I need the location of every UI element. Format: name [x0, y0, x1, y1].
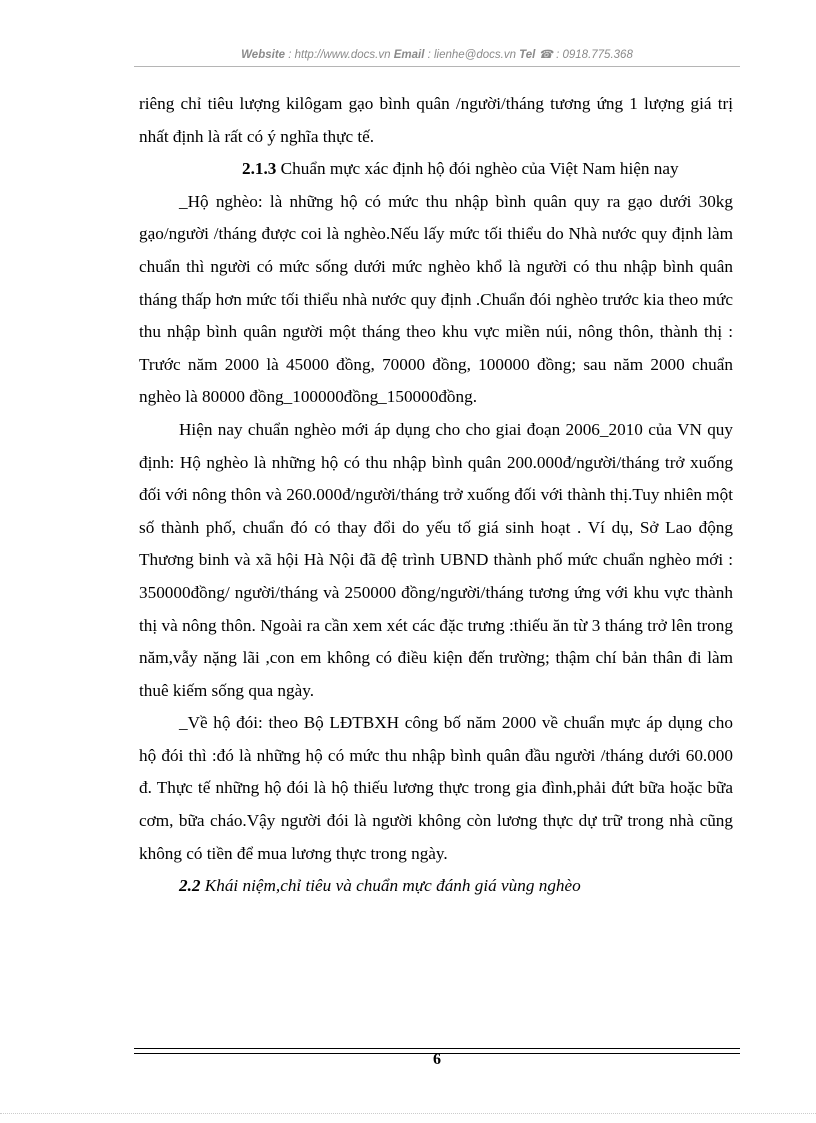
section-number: 2.1.3	[242, 159, 277, 179]
tel-label: Tel	[519, 49, 536, 61]
section-title: Chuẩn mực xác định hộ đói nghèo của Việt Nam hiện nay	[276, 159, 679, 179]
section-heading-2-2	[139, 870, 733, 903]
section-heading-2-1-3	[139, 153, 733, 186]
page-header	[134, 47, 740, 61]
section-number: 2.2	[179, 876, 201, 896]
footer-divider	[134, 1048, 740, 1049]
paragraph-ho-doi: _Về hộ đói: theo Bộ LĐTBXH công bố năm 2000 về chuẩn mực áp dụng cho hộ đói thì :đó là những hộ có mức thu nhập bình quân đầu người /tháng dưới 60.000 đ. Thực tế những hộ đói là hộ thiếu lương thực trong gia đình,phải đứt bữa hoặc bữa cơm, bữa cháo.Vậy người đói là người không còn lương thực dự trữ trong nhà cũng không có tiền để mua lương thực trong ngày.	[139, 713, 733, 863]
section-title: Khái niệm,chỉ tiêu và chuẩn mực đánh giá vùng nghèo	[200, 876, 581, 896]
paragraph-chuan-ngheo-moi: Hiện nay chuẩn nghèo mới áp dụng cho cho giai đoạn 2006_2010 của VN quy định: Hộ nghèo là những hộ có thu nhập bình quân 200.000đ/người/tháng trở xuống đối với nông thôn và 260.000đ/người/tháng trở xuống đối với thành thị.Tuy nhiên một số thành phố, chuẩn đó có thay đổi do yếu tố giá sinh hoạt . Ví dụ, Sở Lao động Thương binh và xã hội Hà Nội đã đệ trình UBND thành phố mức chuẩn nghèo mới : 350000đồng/ người/tháng và 250000 đồng/người/tháng tương ứng với khu vực thành thị và nông thôn. Ngoài ra cần xem xét các đặc trưng :thiếu ăn từ 3 tháng trở lên trong năm,vẫy nặng lãi ,con em không có điều kiện đến trường; thậm chí bản thân đi làm thuê kiếm sống qua ngày.	[139, 419, 733, 700]
website-label: Website	[241, 49, 286, 61]
email-value: : lienhe@docs.vn	[424, 49, 520, 61]
header-divider	[134, 66, 740, 67]
tel-value: : 0918.775.368	[552, 49, 633, 61]
paragraph-ho-ngheo: _Hộ nghèo: là những hộ có mức thu nhập bình quân quy ra gạo dưới 30kg gạo/người /tháng được coi là nghèo.Nếu lấy mức tối thiểu do Nhà nước quy định làm chuẩn thì người có mức sống dưới mức nghèo khổ là người có thu nhập bình quân tháng thấp hơn mức tối thiểu nhà nước quy định .Chuẩn đói nghèo trước kia theo mức thu nhập bình quân người một tháng theo khu vực miền núi, nông thôn, thành thị : Trước năm 2000 là 45000 đồng, 70000 đồng, 100000 đồng; sau năm 2000 chuẩn nghèo là 80000 đồng_100000đồng_150000đồng.	[139, 191, 733, 407]
document-body	[139, 88, 733, 903]
page-bottom-border	[0, 1113, 816, 1114]
phone-icon: ☎	[538, 49, 553, 61]
page-number: 6	[433, 1051, 441, 1068]
paragraph-1: riêng chỉ tiêu lượng kilôgam gạo bình quân /người/tháng tương ứng 1 lượng giá trị nhất định là rất có ý nghĩa thực tế.	[139, 94, 733, 146]
email-label: Email	[393, 49, 425, 61]
website-value: : http://www.docs.vn	[285, 49, 394, 61]
